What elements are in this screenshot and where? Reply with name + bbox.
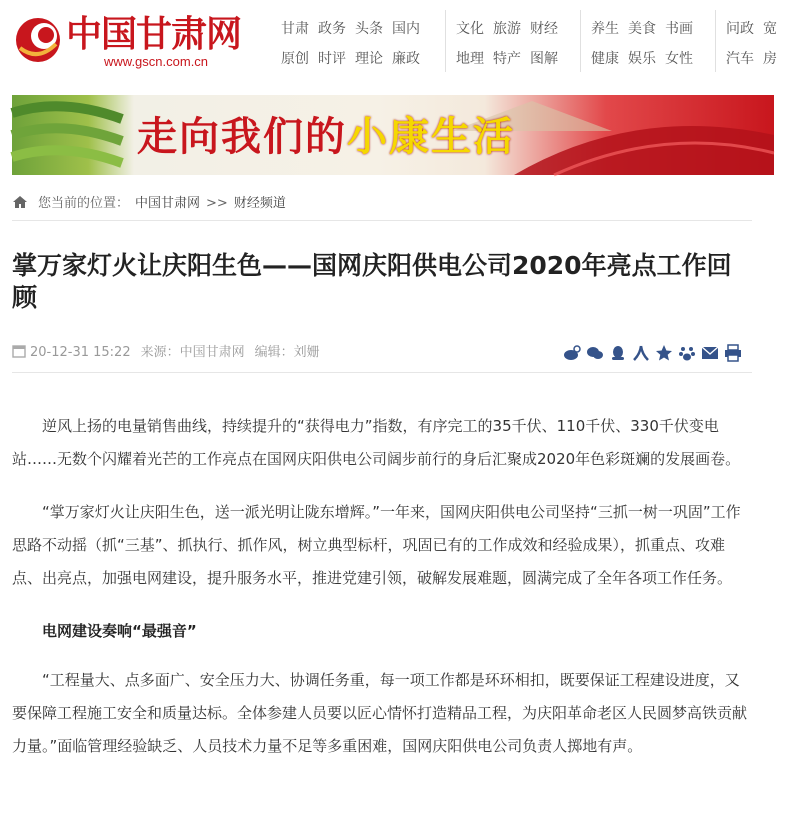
banner-slogan-part1: 走向我们的 xyxy=(137,114,347,160)
nav-link[interactable]: 汽车 xyxy=(726,51,754,67)
nav-link[interactable]: 时评 xyxy=(318,51,346,67)
share-toolbar xyxy=(563,344,742,362)
nav-row xyxy=(726,44,777,74)
nav-link[interactable]: 女性 xyxy=(665,51,693,67)
article-source: 来源：中国甘肃网 xyxy=(140,345,245,360)
article-paragraph: “工程量大、点多面广、安全压力大、协调任务重，每一项工作都是环环相扣，既要保证工程建设进度，又要保障工程施工安全和质量达标。全体参建人员要以匠心情怀打造精品工程，为庆阳革命老区人民圆梦高铁贡献力量。”面临管理经验缺乏、人员技术力量不足等多重困难，国网庆阳供电公司负责人掷地有声。 xyxy=(12,671,748,755)
red-ribbon-icon xyxy=(514,95,774,175)
article-paragraph: “掌万家灯火让庆阳生色，送一派光明让陇东增辉。”一年来，国网庆阳供电公司坚持“三抓一树一巩固”工作思路不动摇（抓“三基”、抓执行、抓作风，树立典型标杆，巩固已有的工作成效和经验成果），抓重点、攻难点、出亮点，加强电网建设，提升服务水平，推进党建引领，破解发展难题，圆满完成了全年各项工作任务。 xyxy=(12,503,741,587)
home-icon[interactable] xyxy=(12,195,28,209)
terraced-fields-icon xyxy=(12,95,122,175)
nav-group-3 xyxy=(591,14,702,78)
nav-row xyxy=(591,14,702,44)
nav-divider xyxy=(715,10,716,72)
baidu-icon[interactable] xyxy=(678,344,696,362)
article-paragraph: 逆风上扬的电量销售曲线，持续提升的“获得电力”指数，有序完工的35千伏、110千伏、330千伏变电站……无数个闪耀着光芒的工作亮点在国网庆阳供电公司阔步前行的身后汇聚成2020年色彩斑斓的发展画卷。 xyxy=(12,417,741,468)
nav-link[interactable]: 娱乐 xyxy=(628,51,656,67)
article-editor: 编辑：刘姗 xyxy=(254,345,320,360)
site-header xyxy=(0,0,777,92)
renren-icon[interactable] xyxy=(632,344,650,362)
breadcrumb-channel-link[interactable]: 财经频道 xyxy=(233,196,286,211)
nav-row xyxy=(281,44,429,74)
nav-link[interactable]: 健康 xyxy=(591,51,619,67)
nav-link[interactable]: 美食 xyxy=(628,21,656,37)
wechat-icon[interactable] xyxy=(586,344,604,362)
nav-row xyxy=(726,14,777,44)
nav-link[interactable]: 房 xyxy=(763,51,777,67)
nav-link[interactable]: 文化 xyxy=(456,21,484,37)
email-icon[interactable] xyxy=(701,344,719,362)
nav-link[interactable]: 图解 xyxy=(530,51,558,67)
nav-group-2 xyxy=(456,14,567,78)
logo-text: 中国甘肃网 xyxy=(66,13,242,55)
nav-row xyxy=(591,44,702,74)
nav-link[interactable]: 宽 xyxy=(763,21,777,37)
nav-link[interactable]: 书画 xyxy=(665,21,693,37)
qq-icon[interactable] xyxy=(609,344,627,362)
article-meta xyxy=(12,342,752,373)
nav-link[interactable]: 政务 xyxy=(318,21,346,37)
weibo-icon[interactable] xyxy=(563,344,581,362)
favorite-icon[interactable] xyxy=(655,344,673,362)
breadcrumb-label: 您当前的位置： xyxy=(38,196,130,211)
nav-link[interactable]: 特产 xyxy=(493,51,521,67)
nav-link[interactable]: 国内 xyxy=(392,21,420,37)
breadcrumb xyxy=(12,194,752,221)
nav-link[interactable]: 头条 xyxy=(355,21,383,37)
article-subheading: 电网建设奏响“最强音” xyxy=(42,622,197,640)
nav-link[interactable]: 财经 xyxy=(530,21,558,37)
banner-slogan-part2: 小康生活 xyxy=(347,114,515,160)
nav-group-1 xyxy=(281,14,429,78)
nav-divider xyxy=(445,10,446,72)
breadcrumb-home-link[interactable]: 中国甘肃网 xyxy=(135,196,201,211)
promo-banner[interactable] xyxy=(12,95,774,175)
nav-group-4 xyxy=(726,14,777,78)
nav-link[interactable]: 理论 xyxy=(355,51,383,67)
calendar-icon xyxy=(12,344,26,358)
nav-link[interactable]: 甘肃 xyxy=(281,21,309,37)
nav-link[interactable]: 地理 xyxy=(456,51,484,67)
nav-row xyxy=(456,14,567,44)
nav-divider xyxy=(580,10,581,72)
logo-url: www.gscn.com.cn xyxy=(104,54,209,69)
article-body xyxy=(12,410,752,783)
nav-row xyxy=(456,44,567,74)
publish-date: 20-12-31 15:22 xyxy=(30,345,131,360)
article-title: 掌万家灯火让庆阳生色——国网庆阳供电公司2020年亮点工作回顾 xyxy=(12,251,732,312)
nav-link[interactable]: 原创 xyxy=(281,51,309,67)
nav-link[interactable]: 养生 xyxy=(591,21,619,37)
site-logo[interactable] xyxy=(12,13,242,70)
banner-slogan xyxy=(137,105,515,162)
nav-link[interactable]: 问政 xyxy=(726,21,754,37)
print-icon[interactable] xyxy=(724,344,742,362)
breadcrumb-separator: >> xyxy=(206,196,228,211)
logo-emblem-icon xyxy=(12,14,64,66)
nav-link[interactable]: 廉政 xyxy=(392,51,420,67)
nav-row xyxy=(281,14,429,44)
nav-link[interactable]: 旅游 xyxy=(493,21,521,37)
